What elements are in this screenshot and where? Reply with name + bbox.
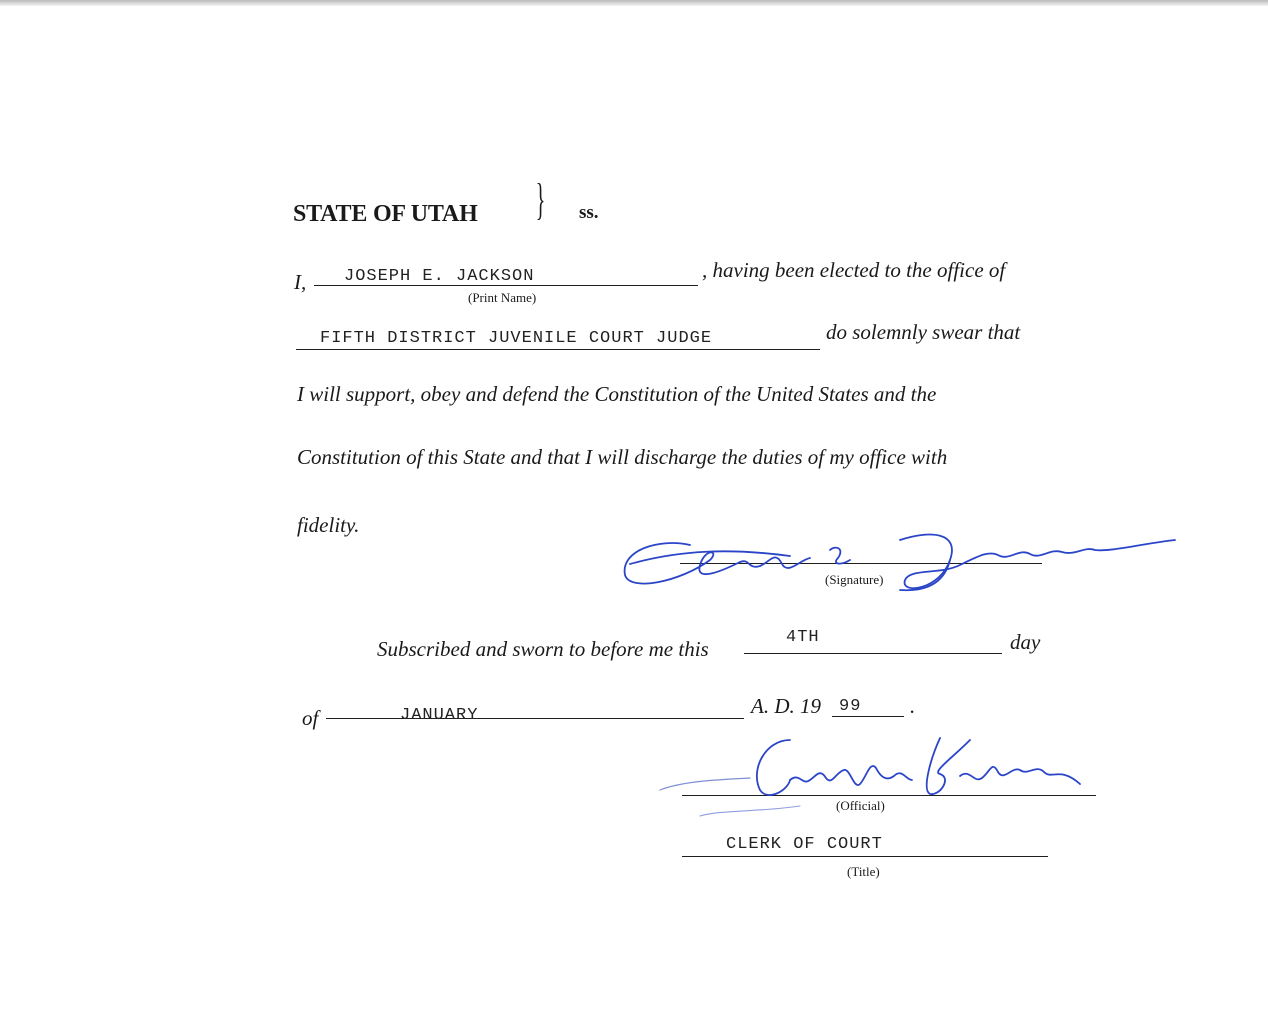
subscribed-text: Subscribed and sworn to before me this (377, 637, 709, 661)
official-caption: (Official) (836, 798, 885, 813)
print-name-value: JOSEPH E. JACKSON (344, 267, 535, 286)
elected-text: , having been elected to the office of (702, 258, 1006, 282)
state-heading: STATE OF UTAH (293, 201, 478, 227)
oath-i: I, (294, 270, 307, 294)
day-value: 4TH (786, 628, 820, 647)
ad-period: . (910, 694, 916, 718)
office-value: FIFTH DISTRICT JUVENILE COURT JUDGE (320, 329, 713, 348)
print-name-caption: (Print Name) (468, 290, 537, 305)
ad-text: A. D. 19 (751, 694, 821, 718)
swear-text: do solemnly swear that (826, 320, 1021, 344)
scan-top-edge (0, 0, 1268, 6)
day-word: day (1010, 630, 1041, 654)
month-value: JANUARY (400, 706, 479, 725)
title-caption: (Title) (847, 864, 880, 879)
ss-label: ss. (579, 202, 599, 223)
oath-line-4: Constitution of this State and that I will discharge the duties of my office with (297, 445, 948, 469)
title-value: CLERK OF COURT (726, 835, 883, 854)
bracket-brace: } (535, 175, 546, 224)
oath-line-5: fidelity. (297, 513, 360, 537)
office-line (296, 349, 820, 350)
year-line (832, 716, 904, 717)
title-line (682, 856, 1048, 857)
signature-scribble (600, 520, 1200, 610)
oath-line-3: I will support, obey and defend the Constitution of the United States and the (297, 382, 937, 406)
of-word: of (302, 706, 319, 730)
year-value: 99 (839, 697, 862, 716)
month-line (326, 718, 744, 719)
signature-caption: (Signature) (825, 572, 884, 587)
day-line (744, 653, 1002, 654)
